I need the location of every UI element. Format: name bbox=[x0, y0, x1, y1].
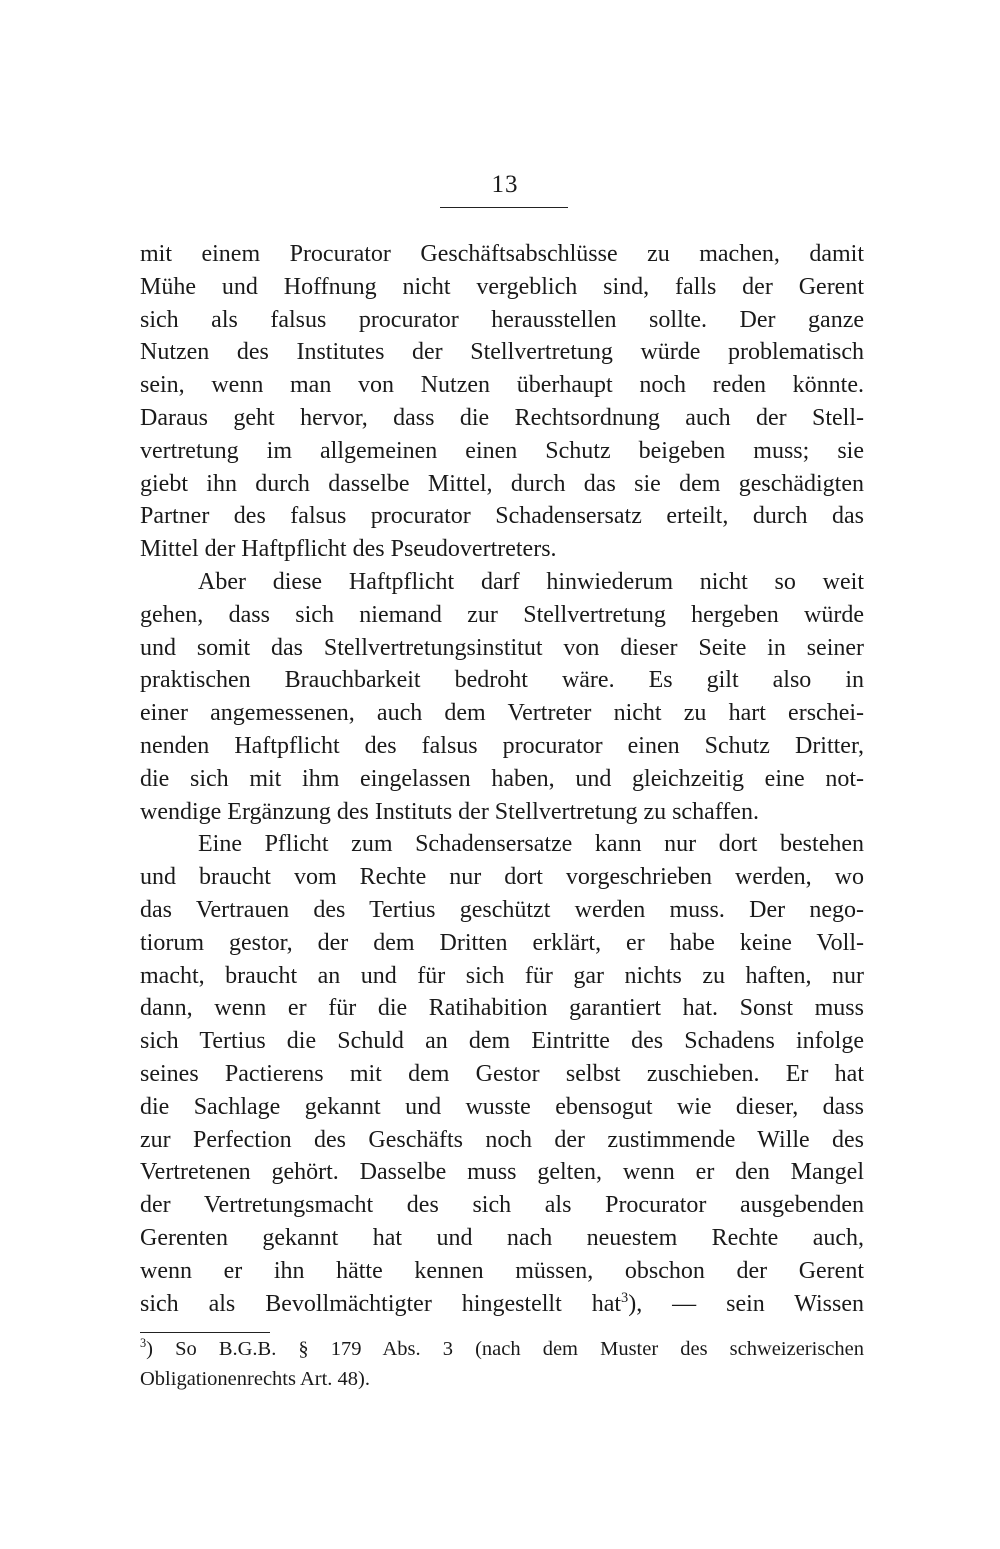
text-line: seines Pactierens mit dem Gestor selbst zuschieben. Er hat bbox=[140, 1060, 864, 1087]
text-line: sich als falsus procurator herausstellen sollte. Der ganze bbox=[140, 306, 864, 333]
page-number: 13 bbox=[491, 171, 519, 198]
footnote-reference: 3 bbox=[621, 1289, 629, 1306]
text-line: die Sachlage gekannt und wusste ebensogut wie dieser, dass bbox=[140, 1093, 864, 1120]
text-line: einer angemessenen, auch dem Vertreter nicht zu hart erschei- bbox=[140, 700, 864, 727]
footnote-rule bbox=[140, 1332, 270, 1333]
footnote-marker: 3 bbox=[140, 1336, 147, 1351]
text-line: tiorum gestor, der dem Dritten erklärt, er habe keine Voll- bbox=[140, 929, 864, 956]
text-line: macht, braucht an und für sich für gar nichts zu haften, nur bbox=[140, 962, 864, 989]
body-text bbox=[140, 238, 864, 1320]
text-line: dann, wenn er für die Ratihabition garantiert hat. Sonst muss bbox=[140, 995, 864, 1022]
text-line: sich Tertius die Schuld an dem Eintritte des Schadens infolge bbox=[140, 1028, 864, 1055]
text-line: der Vertretungsmacht des sich als Procurator ausgebenden bbox=[140, 1192, 864, 1219]
text-line: vertretung im allgemeinen einen Schutz beigeben muss; sie bbox=[140, 437, 864, 464]
text-line: zur Perfection des Geschäfts noch der zustimmende Wille des bbox=[140, 1126, 864, 1153]
text-line: Aber diese Haftpflicht darf hinwiederum nicht so weit bbox=[198, 568, 864, 595]
text-line: gehen, dass sich niemand zur Stellvertretung hergeben würde bbox=[140, 601, 864, 628]
footnote-line bbox=[140, 1334, 864, 1364]
page-number-rule bbox=[440, 207, 568, 208]
text-line: das Vertrauen des Tertius geschützt werden muss. Der nego- bbox=[140, 896, 864, 923]
text-line: wendige Ergänzung des Instituts der Stellvertretung zu schaffen. bbox=[140, 798, 759, 825]
text-line: Gerenten gekannt hat und nach neuestem Rechte auch, bbox=[140, 1224, 864, 1251]
text-line: nenden Haftpflicht des falsus procurator einen Schutz Dritter, bbox=[140, 732, 864, 759]
text-line: praktischen Brauchbarkeit bedroht wäre. Es gilt also in bbox=[140, 667, 864, 694]
text-segment: sich als Bevollmächtigter hingestellt hat bbox=[140, 1290, 622, 1317]
text-line: und somit das Stellvertretungsinstitut von dieser Seite in seiner bbox=[140, 634, 864, 661]
text-line: Eine Pflicht zum Schadensersatze kann nur dort bestehen bbox=[198, 831, 864, 858]
text-line: Mühe und Hoffnung nicht vergeblich sind, falls der Gerent bbox=[140, 273, 864, 300]
text-line: sein, wenn man von Nutzen überhaupt noch reden könnte. bbox=[140, 372, 864, 399]
footnote-text: ) So B.G.B. § 179 Abs. 3 (nach dem Muster des schweizerischen bbox=[146, 1338, 864, 1360]
text-line: Vertretenen gehört. Dasselbe muss gelten, wenn er den Mangel bbox=[140, 1159, 864, 1186]
footnote-line: Obligationenrechts Art. 48). bbox=[140, 1368, 371, 1390]
text-line bbox=[140, 1288, 864, 1321]
text-line: Mittel der Haftpflicht des Pseudovertreters. bbox=[140, 536, 557, 563]
text-segment: ), — sein Wissen bbox=[628, 1290, 864, 1317]
text-line: mit einem Procurator Geschäftsabschlüsse zu machen, damit bbox=[140, 241, 864, 267]
text-line: wenn er ihn hätte kennen müssen, obschon der Gerent bbox=[140, 1257, 864, 1284]
text-line: giebt ihn durch dasselbe Mittel, durch das sie dem geschädigten bbox=[140, 470, 864, 497]
text-line: Daraus geht hervor, dass die Rechtsordnung auch der Stell- bbox=[140, 404, 864, 431]
text-line: Nutzen des Institutes der Stellvertretung würde problematisch bbox=[140, 339, 864, 366]
footnotes bbox=[140, 1334, 864, 1394]
text-line: und braucht vom Rechte nur dort vorgeschrieben werden, wo bbox=[140, 864, 864, 891]
text-line: die sich mit ihm eingelassen haben, und gleichzeitig eine not- bbox=[140, 765, 864, 792]
text-line: Partner des falsus procurator Schadensersatz erteilt, durch das bbox=[140, 503, 864, 530]
